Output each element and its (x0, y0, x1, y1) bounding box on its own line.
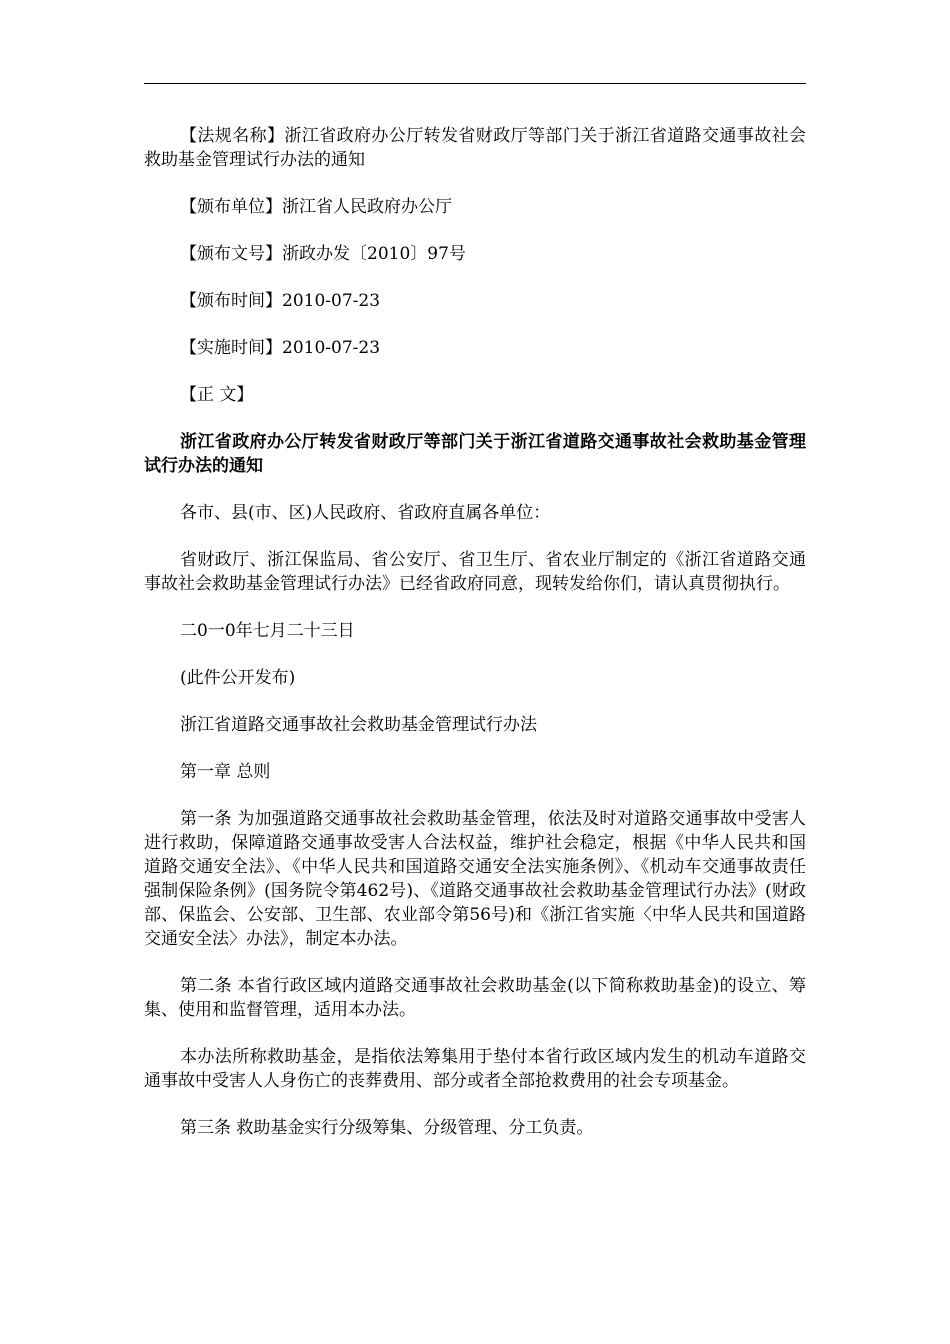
article-2-paragraph-2: 本办法所称救助基金，是指依法筹集用于垫付本省行政区域内发生的机动车道路交通事故中受害人人身伤亡的丧葬费用、部分或者全部抢救费用的社会专项基金。 (144, 1047, 806, 1091)
header-rule (144, 83, 806, 84)
issue-date: 【颁布时间】2010-07-23 (180, 291, 381, 311)
article-1: 第一条 为加强道路交通事故社会救助基金管理，依法及时对道路交通事故中受害人进行救助，保障道路交通事故受害人合法权益，维护社会稳定，根据《中华人民共和国道路交通安全法》、《中华人民共和国道路交通安全法实施条例》、《机动车交通事故责任强制保险条例》(国务院令第462号)、《道路交通事故社会救助基金管理试行办法》(财政部、保监会、公安部、卫生部、农业部令第56号)和《浙江省实施〈中华人民共和国道路交通安全法〉办法》，制定本办法。 (144, 809, 806, 949)
body-label: 【正 文】 (180, 385, 254, 405)
salutation: 各市、县(市、区)人民政府、省政府直属各单位： (180, 503, 551, 523)
measures-title: 浙江省道路交通事故社会救助基金管理试行办法 (180, 715, 537, 735)
intro-paragraph: 省财政厅、浙江保监局、省公安厅、省卫生厅、省农业厅制定的《浙江省道路交通事故社会救助基金管理试行办法》已经省政府同意，现转发给你们，请认真贯彻执行。 (144, 550, 806, 594)
document-date: 二0一0年七月二十三日 (180, 621, 355, 641)
doc-number: 【颁布文号】浙政办发〔2010〕97号 (180, 244, 466, 264)
document-title: 浙江省政府办公厅转发省财政厅等部门关于浙江省道路交通事故社会救助基金管理试行办法的通知 (144, 432, 806, 476)
chapter-heading: 第一章 总则 (180, 762, 271, 782)
document-content (144, 124, 806, 1163)
issuer: 【颁布单位】浙江省人民政府办公厅 (180, 197, 452, 217)
regulation-name: 【法规名称】浙江省政府办公厅转发省财政厅等部门关于浙江省道路交通事故社会救助基金管理试行办法的通知 (144, 126, 806, 170)
article-3: 第三条 救助基金实行分级筹集、分级管理、分工负责。 (180, 1118, 594, 1138)
effective-date: 【实施时间】2010-07-23 (180, 338, 381, 358)
publication-note: (此件公开发布) (180, 668, 296, 688)
article-2: 第二条 本省行政区域内道路交通事故社会救助基金(以下简称救助基金)的设立、筹集、使用和监督管理，适用本办法。 (144, 976, 806, 1020)
